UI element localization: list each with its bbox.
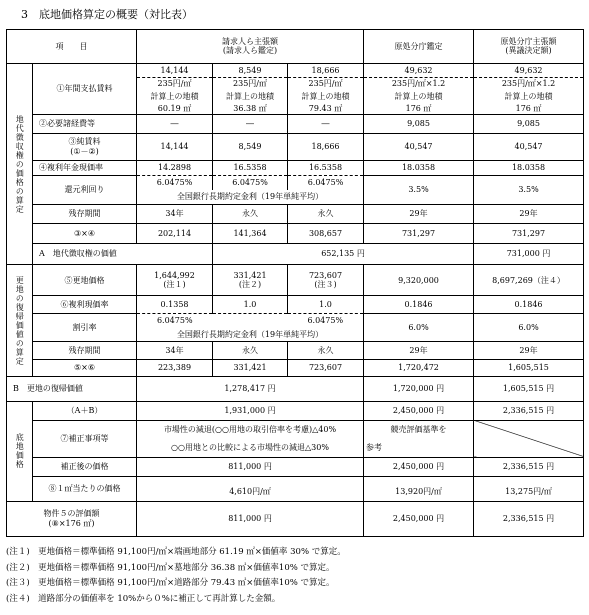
table-row: ③×④ 202,114 141,364 308,657 731,297 731,297	[7, 224, 584, 244]
row-label-annual-rent: ①年間支払賃料	[33, 63, 137, 114]
table-row: 地代徴収権の価格の算定 ①年間支払賃料 14,144 8,549 18,666 49,632 49,632	[7, 63, 584, 77]
table-row: 235円/㎡ 235円/㎡ 235円/㎡ 235円/㎡×1.2 235円/㎡×1.2	[7, 78, 584, 90]
rate-note: 全国銀行長期約定金利（19年単純平均）	[137, 328, 364, 342]
table-row: ○○用地との比較による市場性の減退△30% 参考	[7, 439, 584, 458]
valuation-comparison-table	[6, 29, 584, 537]
table-row: 補正後の価格 811,000 円 2,450,000 円 2,336,515 円	[7, 457, 584, 477]
row-label-pv-factor: ⑥複利現価率	[33, 296, 137, 313]
row-label-final-value: 物件５の評価額 (⑧×176 ㎡)	[7, 501, 137, 536]
table-row: ③純賃料 (①－②) 14,144 8,549 18,666 40,547 40,547	[7, 133, 584, 160]
table-row: ⑤×⑥ 223,389 331,421 723,607 1,720,472 1,605,515	[7, 359, 584, 376]
table-row: ⑦補正事項等 市場性の減退(○○用地の取引倍率を考慮)△40% 競売評価基準を	[7, 420, 584, 439]
row-label-land-price: ⑤更地価格	[33, 265, 137, 296]
footnotes	[6, 545, 346, 607]
header-original-appraisal: 原処分庁鑑定	[364, 30, 474, 64]
row-label-net-rent: ③純賃料 (①－②)	[33, 133, 137, 160]
table-row: 底地価格 （A＋B） 1,931,000 円 2,450,000 円 2,336,515 円	[7, 402, 584, 421]
table-row: ④複利年金現価率 14.2898 16.5358 16.5358 18.0358 18.0358	[7, 160, 584, 175]
table-row: ②必要諸経費等 ― ― ― 9,085 9,085	[7, 115, 584, 134]
footnote-2: (注２) 更地価格＝標準価格 91,100円/㎡×墓地部分 36.38 ㎡×価値率10% で算定。	[6, 562, 335, 573]
table-row: 4,610円/㎡ 13,920円/㎡ 13,275円/㎡	[7, 483, 584, 502]
row-label-3x4: ③×④	[33, 224, 137, 244]
table-row: 残存期間 34年 永久 永久 29年 29年	[7, 204, 584, 224]
table-row: 残存期間 34年 永久 永久 29年 29年	[7, 342, 584, 359]
row-label-yield: 還元利回り	[33, 175, 137, 204]
page-title: 3 底地価格算定の概要（対比表）	[21, 8, 193, 21]
row-label-remaining-period: 残存期間	[33, 204, 137, 224]
rate-note: 全国銀行長期約定金利（19年単純平均）	[137, 190, 364, 204]
row-label-a-plus-b: （A＋B）	[33, 402, 137, 421]
row-label-5x6: ⑤×⑥	[33, 359, 137, 376]
table-header-row	[7, 30, 584, 64]
section-label-ground-rent: 地代徴収権の価格の算定	[7, 63, 33, 264]
table-row: ⑥複利現価率 0.1358 1.0 1.0 0.1846 0.1846	[7, 296, 584, 313]
section-label-leased-land: 底地価格	[7, 402, 33, 502]
row-label-price-per-sqm: ⑧１㎡当たりの価格	[33, 477, 137, 502]
table-row: A 地代徴収権の価値 652,135 円 731,000 円	[7, 243, 584, 265]
header-agency-claim: 原処分庁主張額 (異議決定額)	[474, 30, 584, 64]
section-label-reversion: 更地の復帰価値の算定	[7, 265, 33, 377]
empty-diagonal-cell	[474, 420, 584, 457]
row-label-a: A 地代徴収権の価値	[33, 243, 213, 265]
row-label-adjustments: ⑦補正事項等	[33, 420, 137, 457]
row-label-after-adjustment: 補正後の価格	[33, 457, 137, 477]
footnote-1: (注１) 更地価格＝標準価格 91,100円/㎡×端画地部分 61.19 ㎡×価値率 30% で算定。	[6, 547, 346, 557]
table-row: 物件５の評価額 (⑧×176 ㎡) 811,000 円 2,450,000 円 2,336,515 円	[7, 501, 584, 536]
row-label-expenses: ②必要諸経費等	[33, 115, 137, 134]
footnote-3: (注３) 更地価格＝標準価格 91,100円/㎡×道路部分 79.43 ㎡×価値率10% で算定。	[6, 578, 335, 588]
table-row: 還元利回り 6.0475% 6.0475% 6.0475% 3.5% 3.5%	[7, 175, 584, 189]
row-label-discount-rate: 割引率	[33, 313, 137, 342]
footnote-4: (注４) 道路部分の価値率を 10%から０%に補正して再計算した金額。	[6, 593, 281, 604]
header-requester: 請求人ら主張額 (請求人ら鑑定)	[137, 30, 364, 64]
table-row: 割引率 6.0475% 6.0475% 6.0% 6.0%	[7, 313, 584, 327]
row-label-remaining-period: 残存期間	[33, 342, 137, 359]
header-item: 項 目	[7, 30, 137, 64]
table-row: 60.19 ㎡ 36.38 ㎡ 79.43 ㎡ 176 ㎡ 176 ㎡	[7, 102, 584, 114]
table-row: 更地の復帰価値の算定 ⑤更地価格 1,644,992 (注１) 331,421 (注２) 723,607 (注３) 9,320,000 8,697,269（注４）	[7, 265, 584, 296]
table-row: B 更地の復帰価値 1,278,417 円 1,720,000 円 1,605,515 円	[7, 377, 584, 402]
table-row: 計算上の地積 計算上の地積 計算上の地積 計算上の地積 計算上の地積	[7, 90, 584, 102]
row-label-annuity-factor: ④複利年金現価率	[33, 160, 137, 175]
row-label-b: B 更地の復帰価値	[7, 377, 137, 402]
